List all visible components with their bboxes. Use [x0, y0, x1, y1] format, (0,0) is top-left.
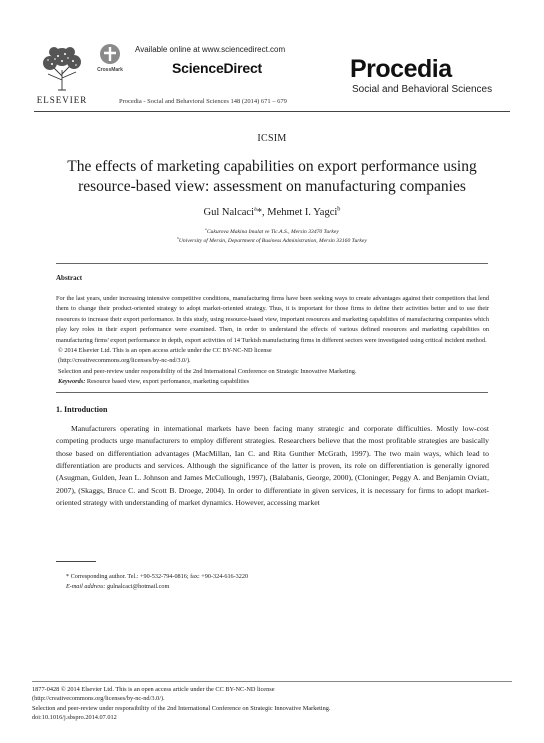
page-footer [32, 685, 512, 723]
abstract-bottom-divider [56, 392, 488, 393]
available-online-text: Available online at www.sciencedirect.com [135, 45, 286, 54]
title-line-1: The effects of marketing capabilities on export performance using [67, 158, 477, 175]
affiliation-b-mark: b [177, 236, 179, 241]
paper-title [40, 157, 504, 197]
author-2-affil-mark: b [337, 205, 341, 213]
email-note [66, 583, 169, 590]
conference-name: ICSIM [257, 133, 287, 144]
affiliation-a-mark: a [205, 227, 207, 232]
footer-issn-license: 1877-0428 © 2014 Elsevier Ltd. This is an open access article under the CC BY-NC-ND license [32, 686, 275, 693]
affiliation-b-text: University of Mersin, Department of Business Administration, Mersin 33160 Turkey [178, 238, 367, 244]
journal-reference: Procedia - Social and Behavioral Sciences 148 (2014) 671 – 679 [119, 98, 287, 105]
elsevier-logo [34, 44, 90, 106]
procedia-subtitle: Social and Behavioral Sciences [352, 84, 493, 95]
corresponding-author-note: * Corresponding author. Tel.: +90-532-794-0816; fax: +90-324-616-3220 [66, 573, 249, 580]
affiliation-b [0, 238, 544, 244]
abstract-heading: Abstract [56, 274, 83, 282]
email-address[interactable]: gulnalcaci@hotmail.com [105, 583, 170, 590]
abstract-license-block [58, 346, 491, 388]
license-link[interactable]: (http://creativecommons.org/licenses/by-nc-nd/3.0/). [58, 357, 191, 365]
crossmark-label: CrossMark [97, 67, 123, 73]
crossmark-icon [100, 44, 120, 64]
author-list [0, 207, 544, 218]
footer-peer-review: Selection and peer-review under responsibility of the 2nd International Conference on Strategic Innovative Marketing. [32, 704, 331, 712]
author-1-affil-mark: a [253, 205, 257, 213]
elsevier-tree-icon [38, 44, 86, 92]
email-label: E-mail address: [66, 583, 106, 590]
footer-license-link[interactable]: (http://creativecommons.org/licenses/by-nc-nd/3.0/). [32, 695, 165, 703]
keywords [58, 377, 491, 387]
keywords-label: Keywords: [58, 378, 86, 386]
section-heading-introduction: 1. Introduction [56, 405, 108, 414]
affiliation-a [0, 229, 544, 235]
keywords-text: Resource based view, export perfomance, marketing capabilities [85, 378, 250, 386]
author-2: Mehmet I. Yagci [264, 207, 338, 218]
crossmark-badge[interactable] [98, 44, 122, 78]
procedia-wordmark: Procedia [350, 55, 452, 83]
header-divider [34, 111, 510, 112]
footer-doi[interactable]: doi:10.1016/j.sbspro.2014.07.012 [32, 714, 117, 722]
author-1-star: *, [256, 207, 265, 218]
license-line-1: © 2014 Elsevier Ltd. This is an open access article under the CC BY-NC-ND license [58, 347, 272, 354]
abstract-text: For the last years, under increasing intensive competitive conditions, manufacturing firms have been seeking ways to create advantages against their competitors that lend them to change their product-oriented strategy to adopt market-oriented strategy. Thus, it is important for those firms to define their activities better and to use their resources to increase their export performance. In this study, using resource-based view, important resources and marketing capabilities of manufacturing companies which play key roles in their export performance were examined. Then, in order to understand the effects of various defined resources and marketing capabilities on manufacturing firms' export performance in depth, export activities of 14 Turkish manufacturing firms in different sectors were investigated using critical incident method. [56, 295, 489, 344]
affiliation-a-text: Cukurova Makina Imalat ve Tic.A.S., Mersin 33470 Turkey [206, 229, 339, 235]
author-1: Gul Nalcaci [203, 207, 254, 218]
footnote-divider [56, 561, 96, 562]
elsevier-wordmark: ELSEVIER [36, 95, 88, 105]
sciencedirect-wordmark: ScienceDirect [172, 60, 263, 76]
abstract-top-divider [56, 263, 488, 264]
footer-divider [32, 681, 512, 682]
title-line-2: resource-based view: assessment on manufacturing companies [78, 178, 466, 195]
introduction-paragraph: Manufacturers operating in international markets have been facing many strategic and corporate difficulties. Mostly low-cost competing products urge manufacturers to employ different strategies. Researchers believe that the most profitable strategies are basically those based on differentiation advantages (MacMillan, Ian C. and Rita Gunther McGrath, 1997). The two main ways, which lead to differentiation are products and services. Although the significance of the latter is proven, its role on differentiation is generally ignored (Asugman, Gulden, Jean L. Johnson and James McCullough, 1997), (Balabanis, George, 2000), (Cloninger, Peggy A. and Benjamin Oviatt, 2007), (Skaggs, Bruce C. and Scott B. Droege, 2004). In order to differentiate in given services, it is necessary for firms to adopt market-oriented strategy with understanding of market dynamics. However, accessing market [56, 424, 489, 508]
peer-review-note: Selection and peer-review under responsibility of the 2nd International Conference on Strategic Innovative Marketing. [58, 367, 357, 375]
